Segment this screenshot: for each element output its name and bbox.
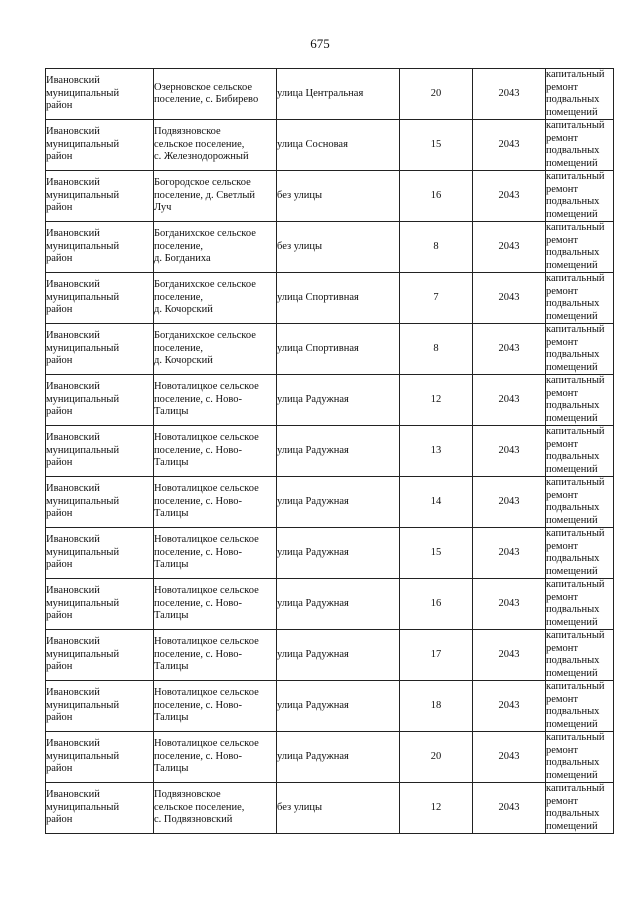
district-text: Ивановский муниципальный район [46, 177, 120, 214]
house-number-text: 16 [430, 189, 442, 201]
house-number-cell [400, 732, 473, 783]
district-text: Ивановский муниципальный район [46, 738, 120, 775]
house-number-cell [400, 783, 473, 834]
year-cell [473, 375, 546, 426]
year-cell [473, 426, 546, 477]
work-type-cell [546, 477, 614, 528]
table-body [46, 69, 614, 834]
street-cell [277, 579, 400, 630]
district-text: Ивановский муниципальный район [46, 585, 120, 622]
year-text: 2043 [498, 342, 520, 354]
work-type-text: капитальный ремонт подвальных помещений [546, 375, 605, 424]
year-text: 2043 [498, 291, 520, 303]
work-type-text: капитальный ремонт подвальных помещений [546, 732, 605, 781]
district-cell [46, 69, 154, 120]
work-type-text: капитальный ремонт подвальных помещений [546, 222, 605, 271]
settlement-cell [154, 171, 277, 222]
settlement-cell [154, 630, 277, 681]
settlement-cell [154, 273, 277, 324]
table-row [46, 681, 614, 732]
year-text: 2043 [498, 240, 520, 252]
settlement-text: Богданихское сельское поселение, д. Кочорский [154, 279, 256, 316]
work-type-text: капитальный ремонт подвальных помещений [546, 120, 605, 169]
year-cell [473, 630, 546, 681]
district-text: Ивановский муниципальный район [46, 381, 120, 418]
work-type-text: капитальный ремонт подвальных помещений [546, 783, 605, 832]
table-row [46, 630, 614, 681]
street-cell [277, 528, 400, 579]
street-text: без улицы [277, 189, 323, 201]
street-text: улица Радужная [277, 393, 349, 405]
table-row [46, 171, 614, 222]
house-number-text: 15 [430, 138, 442, 150]
table-row [46, 324, 614, 375]
settlement-cell [154, 120, 277, 171]
work-type-cell [546, 273, 614, 324]
year-cell [473, 783, 546, 834]
settlement-cell [154, 732, 277, 783]
year-cell [473, 477, 546, 528]
street-cell [277, 69, 400, 120]
house-number-cell [400, 477, 473, 528]
year-cell [473, 324, 546, 375]
house-number-text: 14 [430, 495, 442, 507]
year-cell [473, 171, 546, 222]
work-type-cell [546, 732, 614, 783]
district-cell [46, 222, 154, 273]
street-text: улица Радужная [277, 546, 349, 558]
work-type-text: капитальный ремонт подвальных помещений [546, 171, 605, 220]
district-text: Ивановский муниципальный район [46, 126, 120, 163]
district-text: Ивановский муниципальный район [46, 228, 120, 265]
district-cell [46, 681, 154, 732]
district-text: Ивановский муниципальный район [46, 789, 120, 826]
work-type-cell [546, 324, 614, 375]
house-number-text: 8 [433, 342, 439, 354]
house-number-cell [400, 273, 473, 324]
street-cell [277, 783, 400, 834]
work-type-cell [546, 426, 614, 477]
house-number-cell [400, 171, 473, 222]
street-text: улица Радужная [277, 699, 349, 711]
year-cell [473, 273, 546, 324]
work-type-cell [546, 120, 614, 171]
year-cell [473, 222, 546, 273]
work-type-cell [546, 681, 614, 732]
district-cell [46, 426, 154, 477]
district-text: Ивановский муниципальный район [46, 534, 120, 571]
work-type-cell [546, 630, 614, 681]
district-text: Ивановский муниципальный район [46, 75, 120, 112]
district-cell [46, 732, 154, 783]
work-type-cell [546, 579, 614, 630]
work-type-cell [546, 783, 614, 834]
work-type-text: капитальный ремонт подвальных помещений [546, 69, 605, 118]
housing-repair-table [45, 68, 614, 834]
work-type-cell [546, 69, 614, 120]
year-cell [473, 120, 546, 171]
street-text: улица Спортивная [277, 342, 359, 354]
settlement-cell [154, 69, 277, 120]
work-type-text: капитальный ремонт подвальных помещений [546, 273, 605, 322]
street-cell [277, 681, 400, 732]
house-number-text: 20 [430, 87, 442, 99]
table-row [46, 273, 614, 324]
street-text: улица Спортивная [277, 291, 359, 303]
table-row [46, 120, 614, 171]
year-text: 2043 [498, 87, 520, 99]
work-type-cell [546, 171, 614, 222]
settlement-text: Подвязновское сельское поселение, с. Железнодорожный [154, 126, 249, 163]
house-number-text: 12 [430, 801, 442, 813]
street-text: улица Радужная [277, 648, 349, 660]
work-type-text: капитальный ремонт подвальных помещений [546, 426, 605, 475]
settlement-text: Новоталицкое сельское поселение, с. Ново- Талицы [154, 636, 259, 673]
district-cell [46, 528, 154, 579]
house-number-text: 16 [430, 597, 442, 609]
settlement-text: Новоталицкое сельское поселение, с. Ново- Талицы [154, 534, 259, 571]
settlement-cell [154, 324, 277, 375]
year-cell [473, 732, 546, 783]
settlement-cell [154, 579, 277, 630]
district-cell [46, 171, 154, 222]
settlement-text: Подвязновское сельское поселение, с. Подвязновский [154, 789, 245, 826]
settlement-text: Богданихское сельское поселение, д. Кочорский [154, 330, 256, 367]
settlement-cell [154, 783, 277, 834]
district-cell [46, 273, 154, 324]
house-number-text: 18 [430, 699, 442, 711]
street-text: улица Центральная [277, 87, 364, 99]
work-type-text: капитальный ремонт подвальных помещений [546, 681, 605, 730]
street-text: улица Радужная [277, 597, 349, 609]
district-text: Ивановский муниципальный район [46, 636, 120, 673]
year-text: 2043 [498, 750, 520, 762]
house-number-cell [400, 630, 473, 681]
street-cell [277, 324, 400, 375]
district-text: Ивановский муниципальный район [46, 483, 120, 520]
table-row [46, 783, 614, 834]
house-number-cell [400, 69, 473, 120]
street-cell [277, 120, 400, 171]
page-number: 675 [310, 36, 330, 51]
settlement-text: Новоталицкое сельское поселение, с. Ново- Талицы [154, 585, 259, 622]
settlement-cell [154, 528, 277, 579]
table-row [46, 375, 614, 426]
settlement-text: Новоталицкое сельское поселение, с. Ново- Талицы [154, 687, 259, 724]
settlement-cell [154, 477, 277, 528]
street-text: без улицы [277, 240, 323, 252]
district-cell [46, 324, 154, 375]
street-text: улица Радужная [277, 750, 349, 762]
street-cell [277, 477, 400, 528]
street-text: улица Радужная [277, 495, 349, 507]
table-row [46, 426, 614, 477]
work-type-text: капитальный ремонт подвальных помещений [546, 630, 605, 679]
year-text: 2043 [498, 699, 520, 711]
house-number-text: 20 [430, 750, 442, 762]
district-text: Ивановский муниципальный район [46, 279, 120, 316]
settlement-cell [154, 426, 277, 477]
table-row [46, 69, 614, 120]
street-cell [277, 732, 400, 783]
street-cell [277, 273, 400, 324]
house-number-cell [400, 426, 473, 477]
street-cell [277, 426, 400, 477]
work-type-text: капитальный ремонт подвальных помещений [546, 528, 605, 577]
house-number-cell [400, 579, 473, 630]
house-number-text: 15 [430, 546, 442, 558]
district-cell [46, 120, 154, 171]
district-text: Ивановский муниципальный район [46, 432, 120, 469]
work-type-cell [546, 375, 614, 426]
street-cell [277, 171, 400, 222]
year-text: 2043 [498, 597, 520, 609]
house-number-cell [400, 324, 473, 375]
settlement-cell [154, 222, 277, 273]
district-cell [46, 375, 154, 426]
settlement-text: Новоталицкое сельское поселение, с. Ново- Талицы [154, 432, 259, 469]
year-cell [473, 579, 546, 630]
district-text: Ивановский муниципальный район [46, 330, 120, 367]
table-row [46, 732, 614, 783]
table-row [46, 477, 614, 528]
work-type-cell [546, 528, 614, 579]
year-text: 2043 [498, 495, 520, 507]
work-type-text: капитальный ремонт подвальных помещений [546, 579, 605, 628]
district-cell [46, 477, 154, 528]
district-cell [46, 579, 154, 630]
house-number-text: 8 [433, 240, 439, 252]
house-number-cell [400, 681, 473, 732]
year-text: 2043 [498, 546, 520, 558]
year-text: 2043 [498, 444, 520, 456]
year-cell [473, 681, 546, 732]
table-row [46, 579, 614, 630]
street-text: улица Сосновая [277, 138, 348, 150]
district-cell [46, 783, 154, 834]
year-text: 2043 [498, 648, 520, 660]
street-text: без улицы [277, 801, 323, 813]
settlement-text: Новоталицкое сельское поселение, с. Ново- Талицы [154, 738, 259, 775]
house-number-text: 12 [430, 393, 442, 405]
street-cell [277, 222, 400, 273]
work-type-text: капитальный ремонт подвальных помещений [546, 324, 605, 373]
house-number-cell [400, 222, 473, 273]
year-text: 2043 [498, 189, 520, 201]
settlement-text: Богородское сельское поселение, д. Светлый Луч [154, 177, 256, 214]
settlement-text: Новоталицкое сельское поселение, с. Ново- Талицы [154, 483, 259, 520]
house-number-text: 13 [430, 444, 442, 456]
district-text: Ивановский муниципальный район [46, 687, 120, 724]
settlement-cell [154, 375, 277, 426]
street-text: улица Радужная [277, 444, 349, 456]
table-row [46, 528, 614, 579]
year-text: 2043 [498, 138, 520, 150]
year-text: 2043 [498, 801, 520, 813]
house-number-text: 7 [433, 291, 439, 303]
house-number-text: 17 [430, 648, 442, 660]
year-cell [473, 69, 546, 120]
house-number-cell [400, 375, 473, 426]
work-type-cell [546, 222, 614, 273]
year-text: 2043 [498, 393, 520, 405]
house-number-cell [400, 528, 473, 579]
district-cell [46, 630, 154, 681]
settlement-text: Озерновское сельское поселение, с. Бибирево [154, 81, 259, 105]
street-cell [277, 630, 400, 681]
settlement-text: Богданихское сельское поселение, д. Богданиха [154, 228, 256, 265]
settlement-cell [154, 681, 277, 732]
work-type-text: капитальный ремонт подвальных помещений [546, 477, 605, 526]
street-cell [277, 375, 400, 426]
year-cell [473, 528, 546, 579]
settlement-text: Новоталицкое сельское поселение, с. Ново- Талицы [154, 381, 259, 418]
table-row [46, 222, 614, 273]
house-number-cell [400, 120, 473, 171]
